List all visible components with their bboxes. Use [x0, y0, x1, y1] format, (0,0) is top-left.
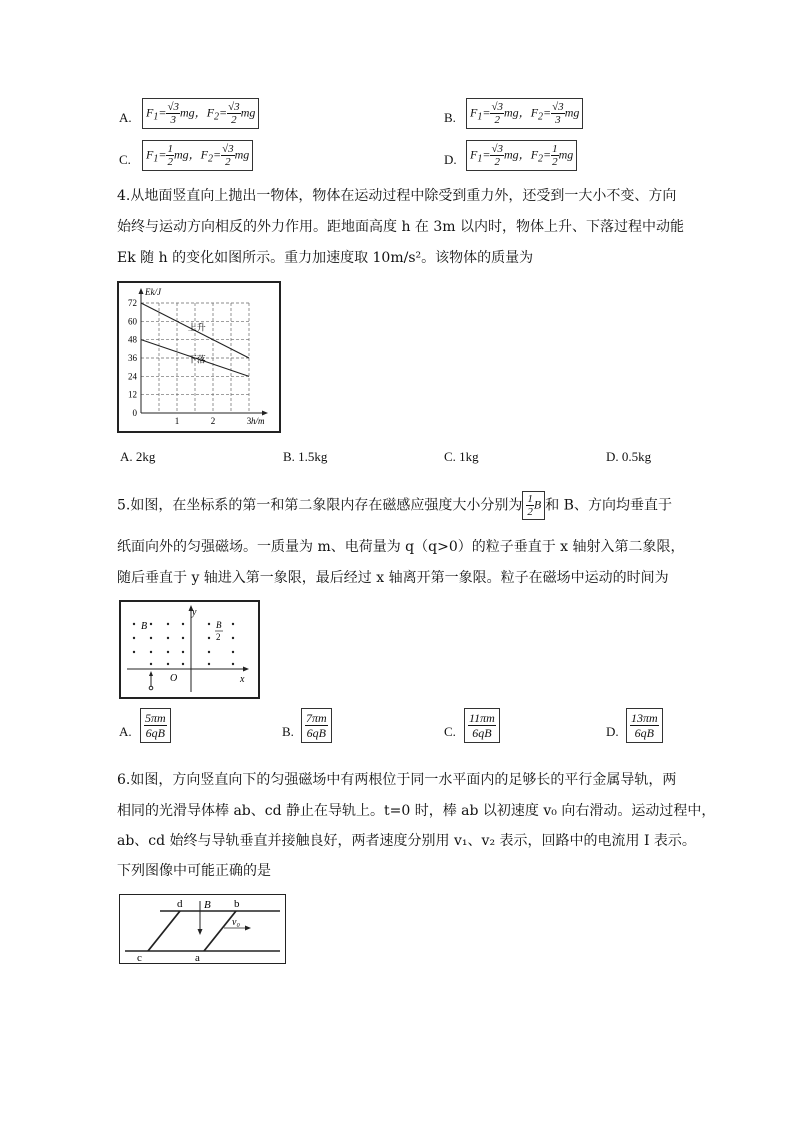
q5-option-a-formula: $\frac{5\pi m}{6qB}$ — [140, 708, 171, 743]
q5-half-b-box: $\frac{1}{2}$ B — [522, 491, 545, 520]
q5-label-y: y — [192, 607, 197, 618]
q6-text-line-4: 下列图像中可能正确的是 — [117, 863, 271, 879]
q3-option-b-formula: $F_1=$ $\frac{√3}{2}$ mg，$F_2=$ $\frac{√3}{3}$ mg — [466, 98, 583, 129]
q6-text-line-3: ab、cd 始终与导轨垂直并接触良好，两者速度分别用 v₁、v₂ 表示，回路中的电流用 I 表示。 — [117, 833, 696, 849]
chart-series-label-1: 上升 — [187, 322, 206, 333]
q5-text-line-2: 纸面向外的匀强磁场。一质量为 m、电荷量为 q（q>0）的粒子垂直于 x 轴射入第二象限， — [117, 539, 685, 555]
q5-x-axis-arrow — [243, 667, 249, 672]
q5-option-b-formula: $\frac{7\pi m}{6qB}$ — [301, 708, 332, 743]
chart-y-tick-label: 48 — [128, 334, 137, 345]
q6-b-field-arrow — [198, 929, 203, 935]
chart-y-tick-label: 24 — [128, 371, 137, 382]
q5-option-c-formula: $\frac{11\pi m}{6qB}$ — [464, 708, 500, 743]
q4-text-line-1: 4.从地面竖直向上抛出一物体，物体在运动过程中除受到重力外，还受到一大小不变、方向 — [117, 188, 677, 204]
q6-text-line-1: 6.如图，方向竖直向下的匀强磁场中有两根位于同一水平面内的足够长的平行金属导轨，两 — [117, 772, 677, 788]
q6-text-line-2: 相同的光滑导体棒 ab、cd 静止在导轨上。t=0 时，棒 ab 以初速度 v₀ 向右滑动。运动过程中， — [117, 803, 716, 819]
q5-particle — [149, 686, 153, 690]
q5-text-line-1a: 5.如图，在坐标系的第一和第二象限内存在磁感应强度大小分别为 — [117, 497, 523, 514]
q5-text-line-3: 随后垂直于 y 轴进入第一象限，最后经过 x 轴离开第一象限。粒子在磁场中运动的时间为 — [117, 570, 669, 586]
q3-option-c-formula: $F_1=$ $\frac{1}{2}$ mg，$F_2=$ $\frac{√3}{2}$ mg — [142, 140, 253, 171]
q4-option-d: D. 0.5kg — [606, 449, 652, 464]
q6-v0-arrow — [245, 926, 251, 931]
q6-label-v0: v₀ — [232, 917, 240, 928]
q6-rail-figure — [119, 894, 286, 964]
q5-option-a-label: A. — [119, 724, 132, 739]
q3-option-b-label: B. — [444, 110, 456, 125]
q6-label-d: d — [177, 898, 183, 910]
q5-field-figure — [119, 600, 260, 699]
q4-option-c: C. 1kg — [444, 449, 479, 464]
chart-y-axis-arrow — [139, 288, 144, 294]
chart-y-tick-label: 36 — [128, 353, 137, 363]
chart-y-tick-label: 12 — [128, 389, 137, 400]
q5-label-b-left: B — [141, 621, 148, 632]
q3-option-a-formula: $F_1=$ $\frac{√3}{3}$ mg，$F_2=$ $\frac{√3}{2}$ mg — [142, 98, 259, 129]
q5-label-b-right-den: 2 — [216, 632, 221, 642]
chart-x-tick-label: 3 — [246, 416, 252, 426]
chart-y-tick-label: 60 — [128, 316, 137, 327]
q5-label-b-right-num: B — [216, 620, 222, 630]
q3-option-c-label: C. — [119, 152, 131, 167]
q3-option-d-label: D. — [444, 152, 457, 167]
q5-text-line-1b: 和 B、方向均垂直于 — [545, 497, 672, 514]
chart-x-axis-arrow — [262, 411, 268, 416]
q5-label-x: x — [240, 674, 245, 685]
q4-chart-svg — [119, 283, 279, 431]
q5-label-origin: O — [170, 673, 178, 684]
chart-y-axis-label: Ek/J — [145, 287, 161, 297]
q5-text-line-1 — [117, 491, 672, 520]
q5-figure-svg — [121, 602, 258, 697]
chart-x-tick-label: 1 — [174, 416, 180, 426]
chart-y-tick-label: 0 — [132, 408, 137, 418]
q6-label-c: c — [137, 952, 142, 963]
q6-figure-svg — [120, 895, 285, 963]
q4-energy-chart — [117, 281, 281, 433]
chart-x-tick-label: 2 — [210, 416, 216, 426]
q6-label-field: B — [204, 899, 211, 911]
q5-option-d-label: D. — [606, 724, 619, 739]
q5-option-d-formula: $\frac{13\pi m}{6qB}$ — [626, 708, 663, 743]
q4-text-line-2: 始终与运动方向相反的外力作用。距地面高度 h 在 3m 以内时，物体上升、下落过程中动能 — [117, 219, 684, 235]
q3-option-d-formula: $F_1=$ $\frac{√3}{2}$ mg，$F_2=$ $\frac{1}{2}$ mg — [466, 140, 577, 171]
q5-option-c-label: C. — [444, 724, 456, 739]
q3-option-a-label: A. — [119, 110, 132, 125]
q6-label-b: b — [234, 898, 240, 910]
q5-particle-arrow — [149, 671, 153, 676]
chart-series-label-2: 下落 — [187, 354, 206, 365]
q5-option-b-label: B. — [282, 724, 294, 739]
q6-label-a: a — [195, 952, 200, 963]
q4-text-line-3: Ek 随 h 的变化如图所示。重力加速度取 10m/s²。该物体的质量为 — [117, 250, 534, 266]
chart-x-axis-label: h/m — [251, 416, 265, 426]
q4-option-b: B. 1.5kg — [283, 449, 328, 464]
q4-option-a: A. 2kg — [120, 449, 156, 464]
q6-rod-cd — [148, 911, 180, 951]
chart-y-tick-label: 72 — [128, 298, 137, 308]
